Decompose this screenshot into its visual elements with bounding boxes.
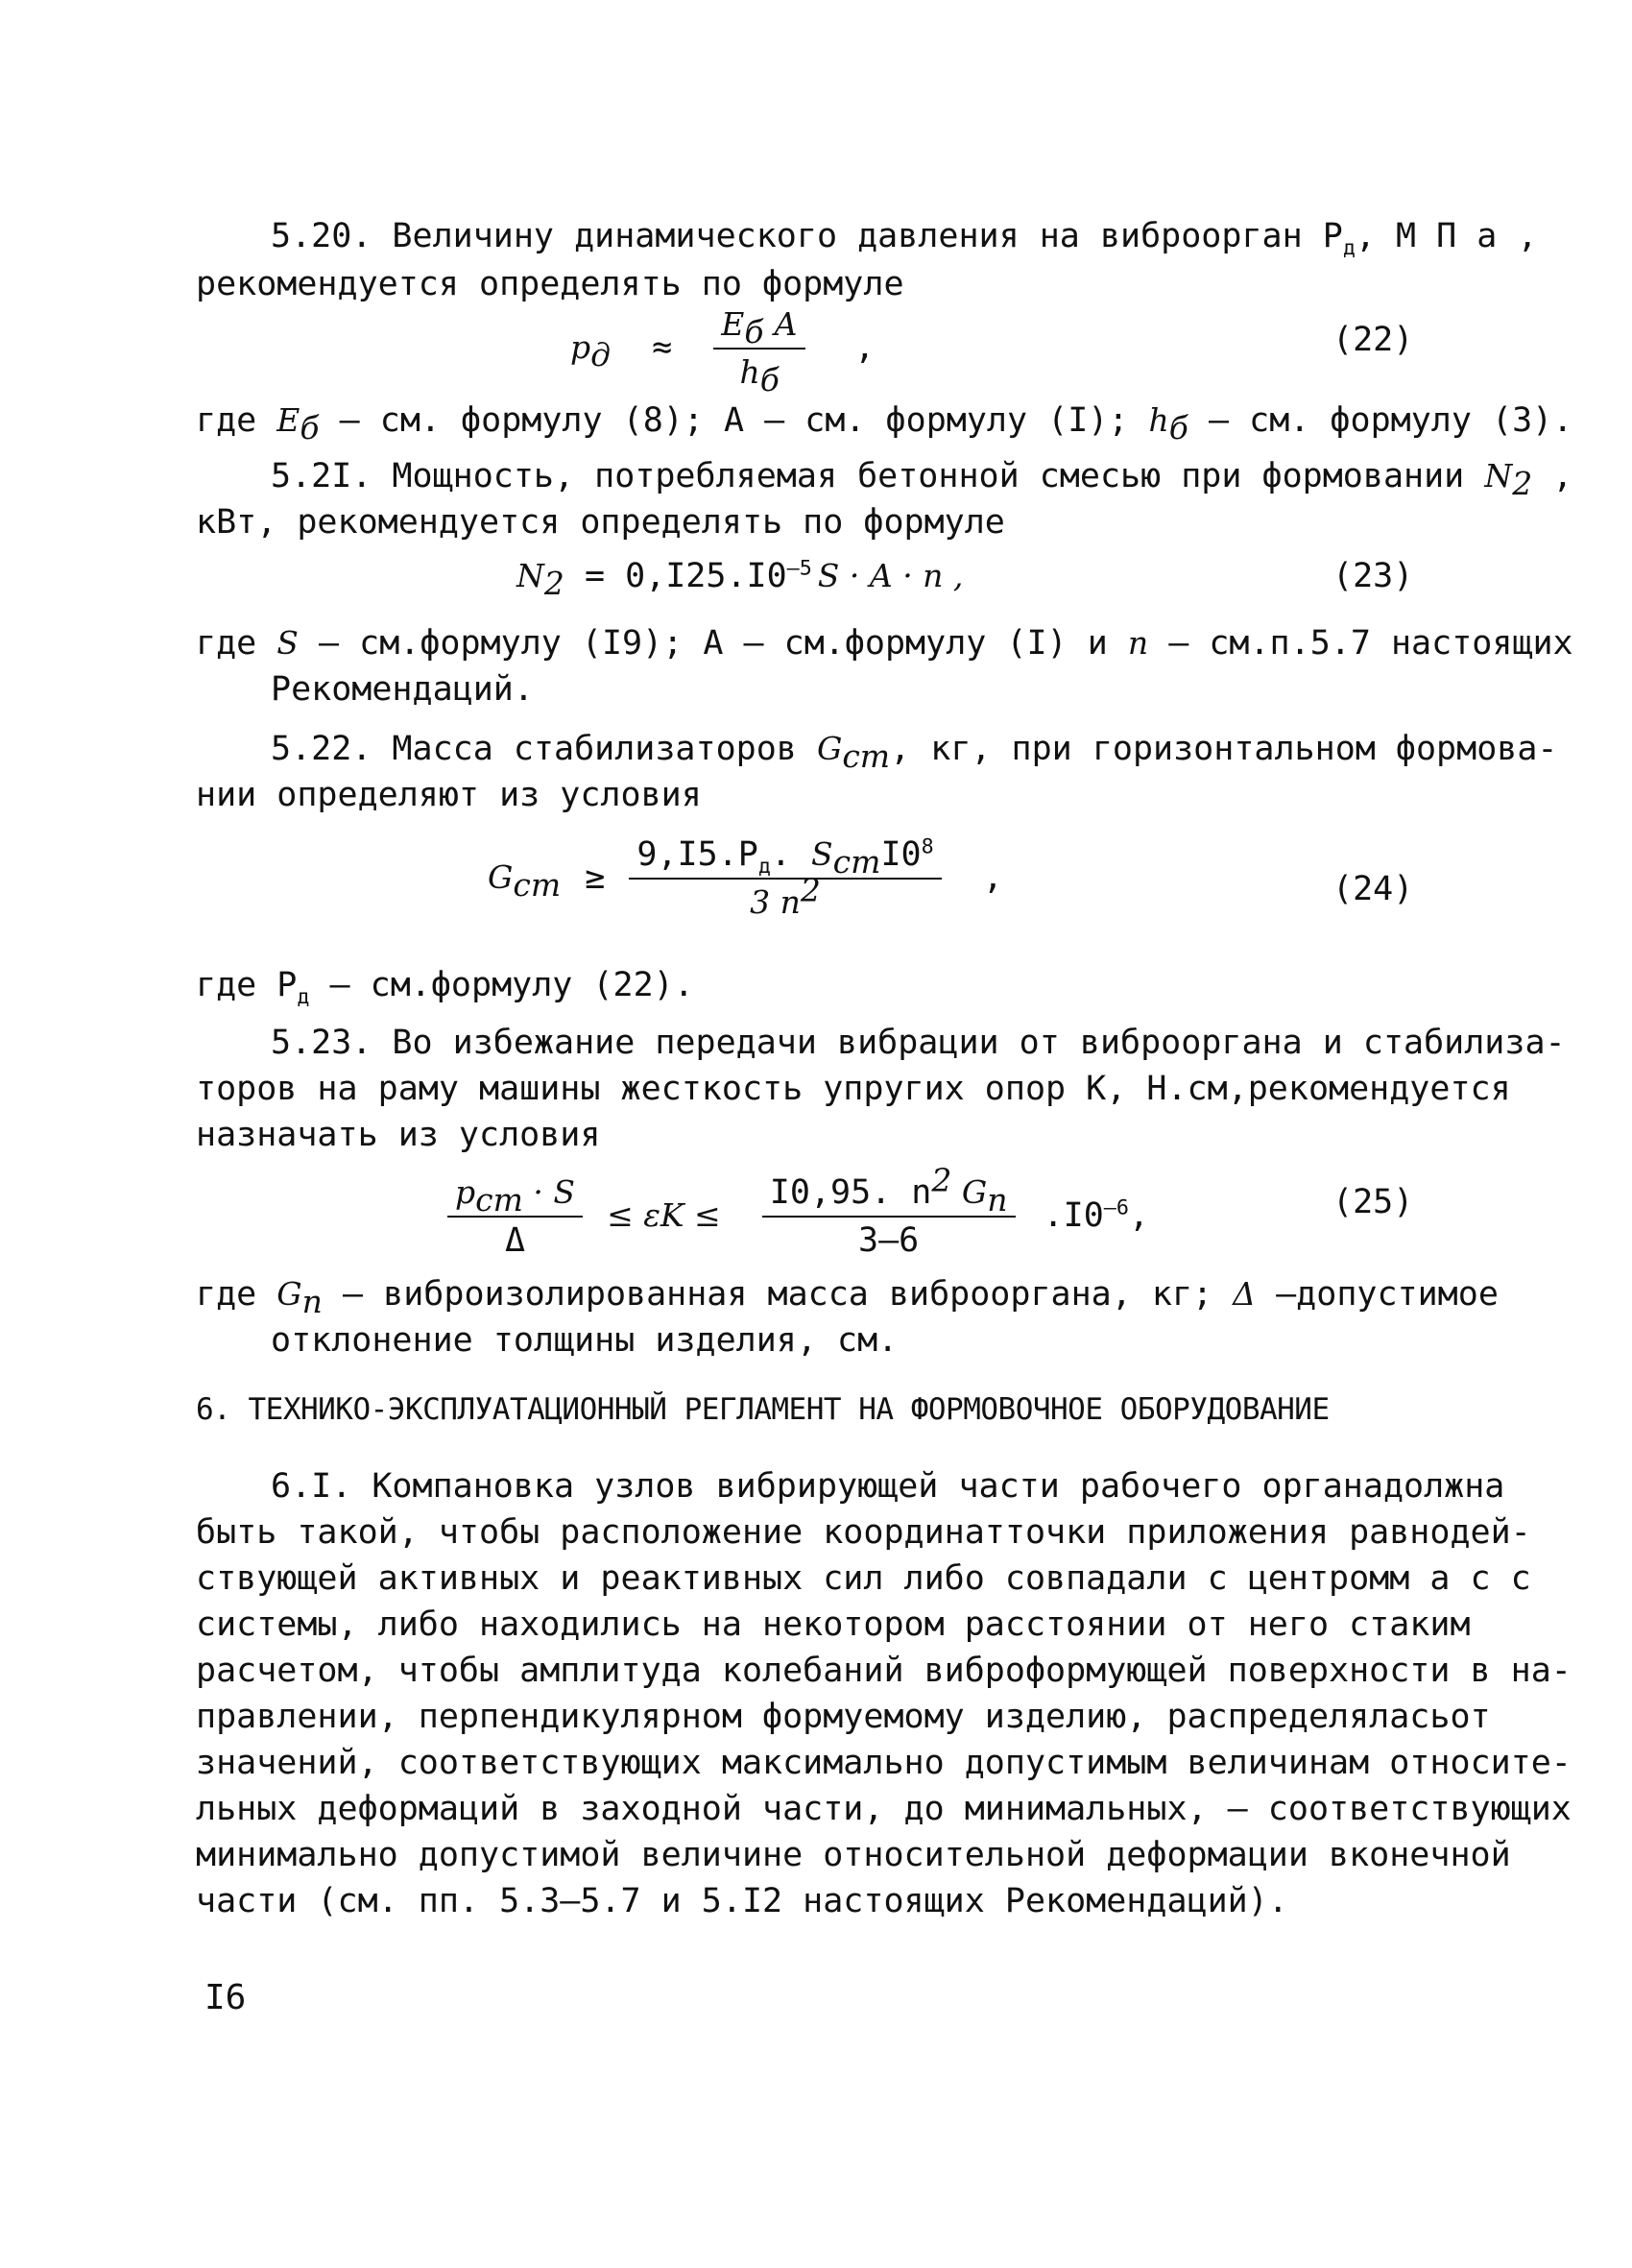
- paragraph-5-21-line-2: кВт, рекомендуется определять по формуле: [196, 503, 1005, 542]
- paragraph-6-1-line: быть такой, чтобы расположение координат точки приложения равнодей-: [196, 1513, 1531, 1552]
- formula-24: $G_{cm}$ ≥ $\frac{9,I5.Р_д. S_{cm}I0^8}{3 n^2}$ ,: [488, 834, 1003, 921]
- paragraph-5-20-line-1: 5.20. Величину динамического давления на виброорган $Р_д$, М П а ,: [271, 217, 1538, 260]
- paragraph-5-21-line-1: 5.2I. Мощность, потребляемая бетонной смесью при формовании $N_2$ ,: [271, 457, 1573, 502]
- paragraph-6-1-line: правлении, перпендикулярном формуемому изделию, распределялась от: [196, 1698, 1491, 1736]
- page-number: I6: [204, 1978, 247, 2017]
- paragraph-5-23-line-1: 5.23. Во избежание передачи вибрации от виброоргана и стабилиза-: [271, 1024, 1566, 1062]
- formula-23-explanation-line-1: где S – см.формулу (I9); А – см.формулу (I) и n – см.п.5.7 настоящих: [196, 624, 1573, 663]
- formula-23-explanation-line-2: Рекомендаций.: [271, 670, 534, 709]
- equation-number-23: (23): [1332, 557, 1414, 595]
- formula-22-fraction: $\frac{Е_б А}{h_б}$: [713, 305, 805, 392]
- paragraph-6-1-line: 6.I. Компановка узлов вибрирующей части рабочего органа должна: [271, 1467, 1505, 1506]
- equation-number-24: (24): [1332, 870, 1414, 908]
- formula-25-explanation-line-1: где $G_n$ – виброизолированная масса виброоргана, кг; Δ – допустимое: [196, 1275, 1499, 1320]
- paragraph-6-1-line: части (см. пп. 5.3–5.7 и 5.I2 настоящих Рекомендаций).: [196, 1882, 1288, 1920]
- formula-24-explanation: где $Р_д$ – см.формулу (22).: [196, 966, 694, 1009]
- paragraph-5-23-line-3: назначать из условия: [196, 1116, 601, 1154]
- paragraph-5-23-line-2: торов на раму машины жесткость упругих опор К, Н.см, рекомендуется: [196, 1070, 1511, 1108]
- formula-22-explanation: где $Е_б$ – см. формулу (8); А – см. формулу (I); $h_б$ – см. формулу (3).: [196, 401, 1573, 446]
- formula-25: $\frac{р_{cm} \cdot S}{\Delta}$ ≤ εK ≤ $\frac{I0,95. n^2 G_n}{3-6}$ $.I0^{-6}$,: [447, 1173, 1149, 1260]
- paragraph-6-1-line: льных деформаций в заходной части, до минимальных, – соответствующих: [196, 1790, 1572, 1828]
- paragraph-6-1-line: системы, либо находились на некотором расстоянии от него с таким: [196, 1605, 1471, 1644]
- formula-24-fraction: $\frac{9,I5.Р_д. S_{cm}I0^8}{3 n^2}$: [629, 835, 941, 922]
- equation-number-25: (25): [1332, 1183, 1414, 1221]
- formula-23: $N_2 = 0,I25.I0^{-5}$ S · A · n ,: [516, 556, 964, 602]
- paragraph-6-1-line: значений, соответствующих максимально допустимым величинам относите-: [196, 1744, 1572, 1782]
- paragraph-5-22-line-1: 5.22. Масса стабилизаторов $G_{cm}$, кг, при горизонтальном формова-: [271, 730, 1558, 775]
- formula-25-left-fraction: $\frac{р_{cm} \cdot S}{\Delta}$: [447, 1173, 583, 1260]
- section-6-heading: 6. ТЕХНИКО-ЭКСПЛУАТАЦИОННЫЙ РЕГЛАМЕНТ НА ФОРМОВОЧНОЕ ОБОРУДОВАНИЕ: [196, 1392, 1330, 1427]
- formula-22: $р_д$ ≈ $\frac{Е_б А}{h_б}$ ,: [570, 305, 876, 398]
- paragraph-6-1-line: ствующей активных и реактивных сил либо совпадали с центром м а с с: [196, 1559, 1531, 1598]
- paragraph-5-20-line-2: рекомендуется определять по формуле: [196, 265, 904, 303]
- equation-number-22: (22): [1332, 321, 1414, 359]
- paragraph-6-1-line: расчетом, чтобы амплитуда колебаний виброформующей поверхности в на-: [196, 1652, 1572, 1690]
- paragraph-6-1-line: минимально допустимой величине относительной деформации в конечной: [196, 1836, 1511, 1874]
- formula-25-right-fraction: $\frac{I0,95. n^2 G_n}{3-6}$: [762, 1173, 1016, 1260]
- paragraph-5-22-line-2: нии определяют из условия: [196, 776, 702, 814]
- formula-25-explanation-line-2: отклонение толщины изделия, см.: [271, 1321, 899, 1360]
